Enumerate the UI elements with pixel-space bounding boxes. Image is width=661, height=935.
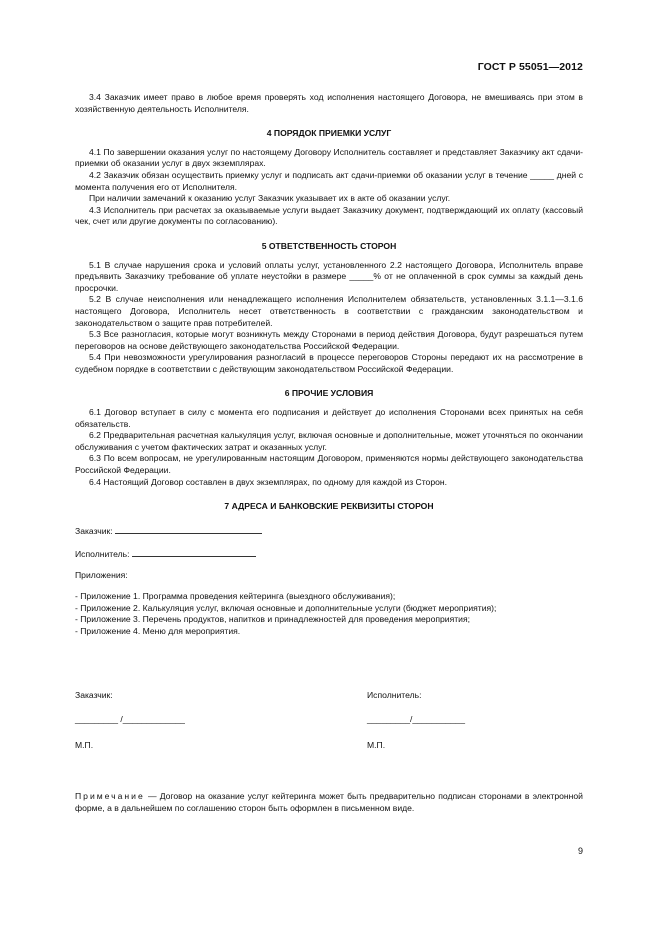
appendix-item-3: - Приложение 3. Перечень продуктов, напитков и принадлежностей для проведения мероприятия; [75, 614, 471, 625]
executor-field [75, 547, 256, 561]
appendix-item-2: - Приложение 2. Калькуляция услуг, включая основные и дополнительные услуги (бюджет мероприятия); [75, 602, 497, 613]
customer-field [75, 524, 262, 538]
clause-5-4: 5.4 При невозможности урегулирования разногласий в процессе переговоров Стороны передают их на рассмотрение в судебном порядке в соответствии с действующим законодательством Российской Федерации. [75, 352, 583, 374]
stamp-customer: М.П. [75, 740, 94, 750]
appendix-item-1: - Приложение 1. Программа проведения кейтеринга (выездного обслуживания); [75, 591, 396, 601]
note-text: — Договор на оказание услуг кейтеринга может быть предварительно подписан сторонами в электронной форме, а в дальнейшем по соглашению сторон быть оформлен в письменном виде. [75, 791, 583, 813]
executor-field-label: Исполнитель: [75, 549, 130, 559]
section-5-title: 5 ОТВЕТСТВЕННОСТЬ СТОРОН [261, 240, 397, 251]
clause-4-2-note: При наличии замечаний к оказанию услуг Заказчик указывает их в акте об оказании услуг. [89, 193, 451, 204]
note-paragraph [75, 791, 583, 814]
contract-body [75, 92, 583, 520]
clause-4-2: 4.2 Заказчик обязан осуществить приемку услуг и подписать акт сдачи-приемки об оказании услуг в течение _____ дней с момента получения его от Исполнителя. [75, 169, 583, 192]
clause-5-1: 5.1 В случае нарушения срока и условий оплаты услуг, установленного 2.2 настоящего Договора, Исполнитель вправе предъявить Заказчику требование об уплате неустойки в размере _____% от не оплаченной в срок суммы за каждый день просрочки. [75, 259, 583, 293]
clause-4-1: 4.1 По завершении оказания услуг по настоящему Договору Исполнитель составляет и представляет Заказчику акт сдачи-приемки об оказании услуг в двух экземплярах. [75, 146, 583, 169]
clause-5-3: 5.3 Все разногласия, которые могут возникнуть между Сторонами в период действия Договора, будут разрешаться путем переговоров на основе действующего законодательства Российской Федерации. [75, 329, 583, 351]
clause-5-2: 5.2 В случае неисполнения или ненадлежащего исполнения Исполнителем обязательств, установленных 3.1.1—3.1.6 настоящего Договора, Исполнитель несет ответственность в соответствии с гражданским законодательством и законодательством о защите прав потребителей. [75, 294, 583, 328]
signature-executor-line: _________/___________ [367, 714, 465, 724]
signature-customer-line: _________ /_____________ [75, 714, 185, 724]
clause-6-1: 6.1 Договор вступает в силу с момента его подписания и действует до исполнения Сторонами всех принятых на себя обязательств. [75, 407, 583, 429]
section-4-title: 4 ПОРЯДОК ПРИЕМКИ УСЛУГ [266, 128, 392, 139]
appendix-item-4: - Приложение 4. Меню для мероприятия. [75, 625, 241, 636]
appendix-list [75, 591, 583, 637]
signature-executor-label: Исполнитель: [367, 690, 422, 700]
customer-field-line [115, 524, 262, 534]
page-number: 9 [577, 846, 583, 856]
note-label: Примечание [75, 791, 145, 801]
section-6-title: 6 ПРОЧИЕ УСЛОВИЯ [284, 388, 374, 399]
clause-4-3: 4.3 Исполнитель при расчетах за оказываемые услуги выдает Заказчику документ, подтверждающий их оплату (кассовый чек, счет или другие документы по согласованию). [75, 204, 583, 227]
customer-field-label: Заказчик: [75, 526, 113, 536]
executor-field-line [132, 547, 256, 557]
standard-header: ГОСТ Р 55051—2012 [477, 61, 583, 73]
clause-6-4: 6.4 Настоящий Договор составлен в двух экземплярах, по одному для каждой из Сторон. [89, 476, 448, 487]
section-7-title: 7 АДРЕСА И БАНКОВСКИЕ РЕКВИЗИТЫ СТОРОН [224, 501, 434, 512]
clause-3-4: 3.4 Заказчик имеет право в любое время проверять ход исполнения настоящего Договора, не вмешиваясь при этом в хозяйственную деятельность Исполнителя. [75, 92, 583, 114]
clause-6-2: 6.2 Предварительная расчетная калькуляция услуг, включая основные и дополнительные, может уточняться по окончании обслуживания с учетом фактических затрат и оказанных услуг. [75, 430, 583, 452]
stamp-executor: М.П. [367, 740, 386, 750]
clause-6-3: 6.3 По всем вопросам, не урегулированным настоящим Договором, применяются нормы действующего законодательства Российской Федерации. [75, 453, 583, 476]
signature-customer-label: Заказчик: [75, 690, 113, 700]
attachments-label: Приложения: [75, 570, 128, 580]
